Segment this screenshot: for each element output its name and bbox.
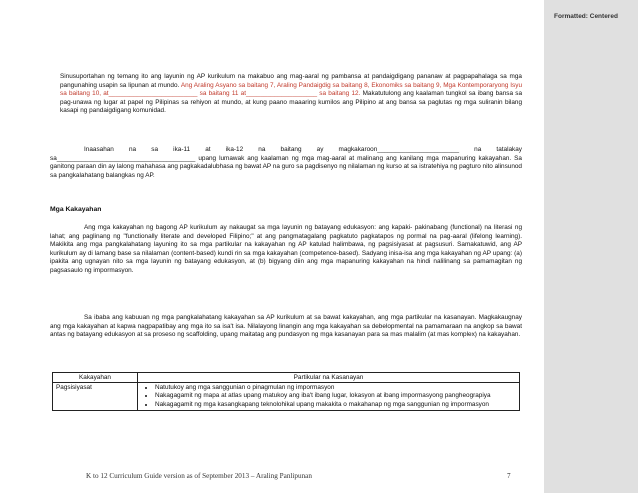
section-heading: Mga Kakayahan: [50, 206, 102, 213]
comment-sidebar: [544, 0, 638, 493]
paragraph-1-text-b: Makatutulong ang kaalaman tungkol sa ibang bansa sa pag-unawa ng lugar at papel ng Pilipinas sa rehiyon at mundo, at kung paano maaaring kumilos ang Pilipino at ang bansa sa paglutas ng mga suliranin bilang kasapi ng pandaigdigang komunidad.: [60, 90, 523, 115]
kakayahan-cell: Pagsisiyasat: [53, 383, 138, 411]
header-kasanayan: Partikular na Kasanayan: [138, 373, 520, 383]
paragraph-3: [50, 224, 522, 276]
table-header-row: [53, 373, 520, 383]
paragraph-1-text-a: Sinusuportahan ng temang ito ang layunin ng AP kurikulum na makabuo ang mag-aaral ng pambansa at pandaigdigang pananaw at pagpapahalaga sa mga pangunahing usapin sa lipunan at mundo.: [60, 73, 522, 89]
list-item: • Nakagagamit ng mga kasangkapang teknolohikal upang makakita o makahanap ng mga sanggunian ng impormasyon: [155, 401, 516, 409]
kasanayan-cell: [138, 383, 520, 411]
paragraph-2: [50, 146, 522, 180]
competencies-table: [52, 372, 520, 411]
paragraph-1-text-red: Ang Araling Asyano sa baitang 7, Araling Pandaigdig sa baitang 8, Ekonomiks sa baitang 9, Mga Kontemporaryong Isyu sa baitang 10, at_________________________ sa baitang 11 at____________________ sa baitang 12.: [60, 81, 522, 98]
table-row: [53, 383, 520, 411]
list-item: • Natutukoy ang mga sanggunian o pinagmulan ng impormasyon: [155, 384, 516, 392]
paragraph-1: [60, 73, 522, 116]
page-footer: K to 12 Curriculum Guide version as of September 2013 – Araling Panlipunan: [86, 472, 312, 480]
skills-list: [141, 384, 516, 409]
page-number: 7: [507, 472, 511, 480]
list-item: • Nakagagamit ng mapa at atlas upang matukoy ang iba't ibang lugar, lokasyon at ibang impormasyong pangheograpiya: [155, 392, 516, 400]
paragraph-2-text: Inaasahan na sa ika-11 at ika-12 na baitang ay magkakaroon_______________________ na tatalakay sa_______________________________________ upang lumawak ang kaalaman ng mga mag-aaral at malinang ang kanilang mga mapanuring kakayahan. Sa ganitong paraan din ay lalong mahahasa ang pagkakadalubhasa ng bawat AP na guro sa pagdisenyo ng nilalaman ng kurso at sa istratehiya ng pagturo nito alinsunod sa pangkalahatang balangkas ng AP.: [50, 146, 522, 179]
paragraph-4: [50, 314, 522, 340]
paragraph-4-text: Sa ibaba ang kabuuan ng mga pangkalahatang kakayahan sa AP kurikulum at sa bawat kakayahan, ang mga partikular na kasanayan. Magkakaugnay ang mga kakayahan at kapwa nagpapatibay ang mga ito sa isa't isa. Nilalayong linangin ang mga kakayahan sa debelopmental na pamamaraan na angkop sa bawat antas ng batayang edukasyon at sa proseso ng scaffolding, upang maitatag ang pundasyon ng mga kasanayan para sa mas malalim (at mas komplex) na kakayahan.: [50, 314, 522, 339]
paragraph-3-text: Ang mga kakayahan ng bagong AP kurikulum ay nakaugat sa mga layunin ng batayang edukasyon: ang kapaki- pakinabang (functional) na literasi ng lahat; ang paglinang ng "functionally literate and developed Filipino;" at ang pangmatagalang pagkatuto pagkatapos ng pormal na pag-aaral (lifelong learning). Makikita ang mga pangkalahatang layuning ito sa mga partikular na kakayahan ng AP katulad halimbawa, ng pagsisiyasat at pagsusuri. Samakatuwid, ang AP kurikulum ay di lamang base sa nilalaman (content-based) kundi rin sa mga kakayahan (competence-based). Sadyang inisa-isa ang mga kakayahan ng AP upang: (a) ipakita ang ugnayan nito sa mga layunin ng batayang edukasyon, at (b) bigyang diin ang mga mapanuring kakayahan na hindi nalilinang sa pamamagitan ng pagsasaulo ng impormasyon.: [50, 224, 522, 274]
formatting-comment[interactable]: Formatted: Centered: [554, 13, 618, 20]
header-kakayahan: Kakayahan: [53, 373, 138, 383]
